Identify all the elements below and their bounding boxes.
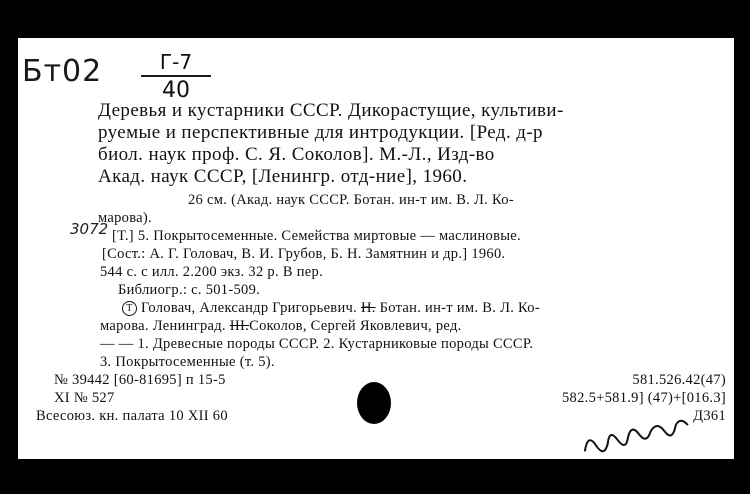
catalog-card <box>18 38 734 459</box>
tracing-line-3: — — 1. Древесные породы СССР. 2. Кустарниковые породы СССР. <box>100 336 534 352</box>
title-line-2: руемые и перспективные для интродукции. [Ред. д-р <box>98 122 543 143</box>
footer-right-3: Д361 <box>693 408 726 424</box>
body-line-4: [Сост.: А. Г. Головач, В. И. Грубов, Б. Н. Замятнин и др.] 1960. <box>102 246 506 262</box>
shelfmark-fraction <box>141 52 211 102</box>
footer-left-2: XI № 527 <box>54 390 115 406</box>
tracing-line-1 <box>122 300 540 317</box>
footer-left-3: Всесоюз. кн. палата 10 XII 60 <box>36 408 228 424</box>
body-line-2: марова). <box>98 210 152 226</box>
body-line-5: 544 с. с илл. 2.200 экз. 32 р. В пер. <box>100 264 323 280</box>
tracing-marker: Т <box>122 301 137 316</box>
tracing-2-pre: марова. Ленинград. <box>100 318 226 334</box>
body-line-1: 26 см. (Акад. наук СССР. Ботан. ин-т им. В. Л. Ко- <box>188 192 514 208</box>
footer-left-1: № 39442 [60-81695] п 15-5 <box>54 372 226 388</box>
shelfmark-denominator: 40 <box>162 78 190 103</box>
hole-punch <box>357 382 391 424</box>
tracing-line-4: 3. Покрытосеменные (т. 5). <box>100 354 275 370</box>
handwritten-signature <box>576 400 722 470</box>
shelfmark: Бт02 <box>22 54 103 89</box>
tracing-1-struck: Н. <box>360 300 376 316</box>
title-line-4: Акад. наук СССР, [Ленингр. отд-ние], 1960. <box>98 166 468 187</box>
title-line-1: Деревья и кустарники СССР. Дикорастущие, культиви- <box>98 100 564 121</box>
body-line-3: [Т.] 5. Покрытосеменные. Семейства миртовые — маслиновые. <box>112 228 521 244</box>
shelfmark-numerator: Г-7 <box>159 50 193 74</box>
fraction-bar <box>141 75 211 77</box>
tracing-2-struck: III. <box>229 318 250 334</box>
tracing-2-post: Соколов, Сергей Яковлевич, ред. <box>249 318 462 334</box>
tracing-1-post: Ботан. ин-т им. В. Л. Ко- <box>379 300 540 316</box>
title-line-3: биол. наук проф. С. Я. Соколов]. М.-Л., Изд-во <box>98 144 495 165</box>
tracing-1-pre: Головач, Александр Григорьевич. <box>141 300 358 316</box>
body-line-6: Библиогр.: с. 501-509. <box>118 282 261 298</box>
margin-note: 3072 <box>70 220 109 238</box>
footer-right-1: 581.526.42(47) <box>632 372 726 388</box>
footer-right-2: 582.5+581.9] (47)+[016.3] <box>562 390 726 406</box>
tracing-line-2 <box>100 318 462 335</box>
